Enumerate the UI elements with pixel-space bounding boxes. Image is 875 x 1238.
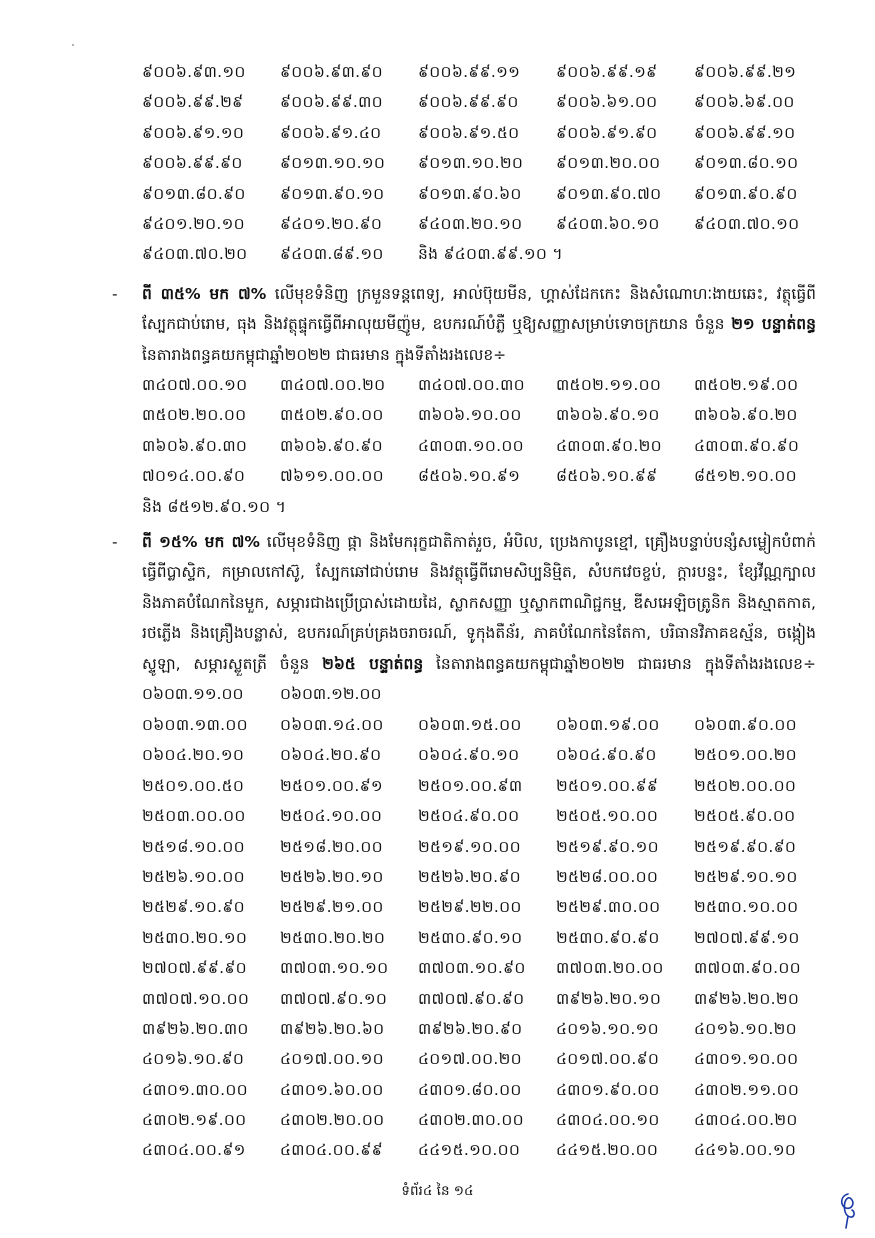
tariff-code: ២៥៣០.៩០.៩០ <box>556 928 660 947</box>
tariff-code: ៤០១៦.១០.២០ <box>694 1019 797 1038</box>
tariff-code: ៤៣០១.១០.០០ <box>694 1050 799 1069</box>
tariff-code: ២៥១៩.១០.០០ <box>418 837 521 856</box>
tariff-code: ៨៥១២.១០.០០ <box>694 467 797 486</box>
tariff-code: ២៥១៩.៩០.៩០ <box>694 837 797 856</box>
tariff-code: ៣៩២៦.២០.២០ <box>694 989 800 1008</box>
tariff-code: ២៥០៣.០០.០០ <box>142 807 246 826</box>
tariff-code: ៩០០៦.៩១.៤០ <box>280 123 382 142</box>
section-3-text-a: លើមុខទំនិញ ផ្កា និងមែករុក្ខជាតិកាត់រួច, អំបិល, ប្រេងកាបូនខ្មៅ, គ្រឿងបន្ទាប់បន្សំសម្លៀកបំពាក់ធ្វើពីប្លាស្ទិក, កម្រាលកៅស៊ូ, ស្បែកឆៅជាប់រោម និងវត្ថុធ្វើពីរោមសិប្បនិម្មិត, សំបកវេចខ្ចប់, ក្ដារបន្ទះ, ខ្សែវីណ្ណក្បាល និងភាគបំណែកនៃមួក, សម្ភារជាងប្រើប្រាស់ដោយដៃ, ស្លាកសញ្ញា ឬស្លាកពាណិជ្ជកម្ម, ឌីសអេឡិចត្រូនិក និងស្មាតកាត, រថភ្លើង និងគ្រឿងបន្លាស់, ឧបករណ៍គ្រប់គ្រងចរាចរណ៍, ទូកុងតឺន័រ, ភាគបំណែកនៃតែកា, បរិធានវិភាគឧស្ម័ន, ចង្កៀងស្ទូឡា, សម្ភារស្លួតត្រី ចំនួន <box>142 533 816 673</box>
tariff-code: ៩០០៦.៦៩.០០ <box>694 93 795 112</box>
tariff-code: ៤៤១៦.០០.១០ <box>694 1141 797 1160</box>
tariff-code: ០៦០៣.១៣.០០ <box>142 716 248 734</box>
tariff-code: ២៥១៨.២០.០០ <box>280 837 383 856</box>
tariff-code: ៤៣០២.៣០.០០ <box>418 1111 524 1130</box>
tariff-code: ៩០០៦.៩៣.៩០ <box>280 63 383 81</box>
tariff-code: ៣៦០៦.៩០.៩០ <box>280 436 383 455</box>
tariff-code: ២៥២៩.៣០.០០ <box>556 898 661 917</box>
tariff-code: ៣៦០៦.៩០.១០ <box>556 406 660 425</box>
tariff-code: ២៥៣០.២០.២០ <box>280 928 386 947</box>
tariff-code: ៩៤០៣.៨៩.១០ <box>280 245 384 264</box>
tariff-code: ៩០១៣.៨០.១០ <box>694 154 799 173</box>
tariff-code: ៣៧០៧.១០.០០ <box>142 989 250 1008</box>
tariff-code: ៩០០៦.៩៩.៩០ <box>142 154 243 173</box>
section-3-paragraph <box>142 527 816 709</box>
tariff-code: ២៥០៤.៩០.០០ <box>418 807 520 826</box>
tariff-code: ២៥០៥.៩០.០០ <box>694 807 796 826</box>
tariff-code: ៤៣០៣.១០.០០ <box>418 436 524 455</box>
tariff-code: និង ៩៤០៣.៩៩.១០ ។ <box>418 245 563 264</box>
tariff-code: ២៥១៨.១០.០០ <box>142 837 245 856</box>
rate-change-bold: ពី ១៥% មក ៧% <box>142 533 260 551</box>
tariff-code: ៩០០៦.៩១.៩០ <box>556 123 658 142</box>
closing-line: និង ៨៥១២.៩០.១០ ។ <box>142 497 287 516</box>
tariff-code: ៤៣០២.២០.០០ <box>280 1111 385 1130</box>
tariff-code: ៣៧០៧.៩០.៩០ <box>418 989 525 1008</box>
tariff-code: ៤៣០១.៨០.០០ <box>418 1080 522 1099</box>
tariff-code: ៩៤០៣.៦០.១០ <box>556 214 660 233</box>
tariff-code: ៣៩២៦.២០.១០ <box>556 989 662 1008</box>
tariff-code: ២៥២៩.១០.១០ <box>694 867 798 886</box>
tariff-code: ៤៣០១.៣០.០០ <box>142 1080 248 1099</box>
tariff-codes-block-2 <box>142 370 832 522</box>
tariff-code: ៩០១៣.១០.១០ <box>280 154 386 173</box>
tariff-code: ៩០១៣.៩០.៧០ <box>556 184 662 203</box>
section-2-paragraph <box>142 279 816 370</box>
tariff-code: ៩០០៦.៩៩.៩០ <box>418 93 519 112</box>
tariff-code: ៣៤០៧.០០.៣០ <box>418 376 525 394</box>
tariff-code: ៤០១៧.០០.២០ <box>418 1050 522 1069</box>
tariff-code: ៩០០៦.៩៩.១០ <box>694 123 796 142</box>
tariff-codes-block-1 <box>142 57 832 270</box>
tariff-code: ៩០០៦.៩៩.២១ <box>694 63 797 81</box>
tariff-code: ៤០១៦.១០.៩០ <box>142 1050 245 1069</box>
tariff-code: ២៧០៧.៩៩.៩០ <box>142 959 247 978</box>
tariff-code: ៤០១៧.០០.៩០ <box>556 1050 660 1069</box>
tariff-code: ៣៤០៧.០០.១០ <box>142 376 248 394</box>
tariff-code: ២៥២៩.២២.០០ <box>418 898 522 917</box>
tariff-code: ២៥២៨.០០.០០ <box>556 867 659 886</box>
tariff-code: ២៥០៤.១០.០០ <box>280 807 383 826</box>
bullet-section-2: - <box>112 285 118 303</box>
tariff-code: ៤៣០៣.៩០.៩០ <box>694 436 800 455</box>
tariff-code: ០៦០៣.១១.០០ <box>142 685 244 704</box>
tariff-code: ៣៥០២.២០.០០ <box>142 406 247 425</box>
tariff-line-count: ២៦៥ បន្ទាត់ពន្ធ <box>322 654 424 673</box>
tariff-code: ២៥៣០.២០.១០ <box>142 928 248 947</box>
tariff-code: ៣៦០៦.១០.០០ <box>418 406 522 425</box>
tariff-code: ៤៣០៤.០០.២០ <box>694 1111 798 1130</box>
tariff-code: ៨៥០៦.១០.៩៩ <box>556 467 658 486</box>
section-2-text-b: នៃតារាងពន្ធគយកម្ពុជាឆ្នាំ២០២២ ជាធរមាន ក្នុងទីតាំងរងលេខ÷ <box>142 345 507 364</box>
tariff-code: ៨៥០៦.១០.៩១ <box>418 467 521 486</box>
tariff-code: ២៥៣០.៩០.១០ <box>418 928 523 947</box>
tariff-code: ០៦០៤.៩០.៩០ <box>556 746 657 765</box>
tariff-code: ២៥២៦.១០.០០ <box>142 867 245 886</box>
tariff-code: ២៥០១.០០.៥០ <box>142 776 245 795</box>
tariff-code: ៩០១៣.៨០.៩០ <box>142 184 246 203</box>
tariff-code: ៤៣០៤.០០.៩១ <box>142 1141 246 1160</box>
tariff-code: ២៥០៥.១០.០០ <box>556 807 659 826</box>
tariff-code: ៣៤០៧.០០.២០ <box>280 376 386 394</box>
tariff-code: ២៥២៦.២០.៩០ <box>418 867 521 886</box>
tariff-code: ០៦០៤.៩០.១០ <box>418 746 520 765</box>
tariff-code: ៩០០៦.៩១.១០ <box>142 123 245 142</box>
tariff-code: ៤៣០១.៦០.០០ <box>280 1080 384 1099</box>
tariff-code: ៩៤០៣.៧០.២០ <box>142 245 248 264</box>
handwritten-initial-icon <box>834 1190 862 1230</box>
tariff-code: ០៦០៣.១២.០០ <box>280 685 382 704</box>
tariff-code: ៩៤០១.២០.១០ <box>142 214 245 233</box>
inline-tariff-codes <box>142 685 418 703</box>
tariff-code: ៩០១៣.៩០.១០ <box>280 184 385 203</box>
tariff-code: ៣៥០២.១១.០០ <box>556 376 662 394</box>
tariff-code: ៣៦០៦.៩០.៣០ <box>142 436 248 455</box>
rate-change-bold: ពី ៣៥% មក ៧% <box>142 285 267 303</box>
tariff-code: ៩០០៦.៩៩.២៩ <box>142 93 244 112</box>
tariff-code: ០៦០៤.២០.១០ <box>142 746 245 765</box>
tariff-code: ២៥២៦.២០.១០ <box>280 867 384 886</box>
tariff-code: ៤០១៦.១០.១០ <box>556 1019 659 1038</box>
tariff-code: ៣៧០៣.៩០.០០ <box>694 959 801 978</box>
tariff-code: ៩០១៣.៩០.៩០ <box>694 184 798 203</box>
tariff-code: ០៦០៣.១៥.០០ <box>418 716 522 734</box>
tariff-code: ៩០១៣.២០.០០ <box>556 154 661 173</box>
tariff-code: ៩៤០៣.៧០.១០ <box>694 214 800 233</box>
tariff-code: ៣៥០២.៩០.០០ <box>280 406 384 425</box>
tariff-code: ៣៧០៣.២០.០០ <box>556 959 664 978</box>
tariff-code: ៩៤០៣.២០.១០ <box>418 214 523 233</box>
tariff-code: ៤៣០៤.០០.៩៩ <box>280 1141 383 1160</box>
tariff-code: ៤៣០៣.៩០.២០ <box>556 436 662 455</box>
tariff-code: ០៦០៣.១៤.០០ <box>280 716 384 734</box>
tariff-code: ២៥០១.០០.២០ <box>694 746 797 765</box>
tariff-code: ៩០០៦.៩៩.១៩ <box>556 63 658 81</box>
section-2-text-a: លើមុខទំនិញ ក្រមួនទន្តពេទ្យ, អាល់ប៊ុយមីន, ហ្គាស់ដែកកេះ និងសំណោហៈងាយឆេះ, វត្ថុធ្វើពីស្បែកជាប់រោម, ធុង និងវត្ថុផ្ទុកធ្វើពីអាលុយមីញ៉ូម, ឧបករណ៍បំភ្លឺ ឬឱ្យសញ្ញាសម្រាប់ទោចក្រយាន ចំនួន <box>142 285 817 334</box>
tariff-code: ៤៣០២.១១.០០ <box>694 1080 800 1099</box>
tariff-code: ៩០០៦.៩១.៥០ <box>418 123 520 142</box>
tariff-code: ៩០០៦.៩៣.១០ <box>142 63 246 81</box>
tariff-code: ៩០០៦.៦១.០០ <box>556 93 658 112</box>
tariff-code: ២៥០១.០០.៩៣ <box>418 776 523 795</box>
tariff-code: ០៦០៣.១៩.០០ <box>556 716 660 734</box>
scan-speck <box>72 44 74 46</box>
page-number: ទំព័រ៤ នៃ ១៤ <box>401 1183 474 1199</box>
tariff-code: ៣៧០៣.១០.១០ <box>280 959 389 978</box>
tariff-code: ២៥២៩.១០.៩០ <box>142 898 245 917</box>
tariff-code: ២៥០១.០០.៩៩ <box>556 776 659 795</box>
tariff-code: ០៦០៣.៩០.០០ <box>694 716 797 734</box>
tariff-code: ៣៦០៦.៩០.២០ <box>694 406 798 425</box>
tariff-code: ២៥៣០.១០.០០ <box>694 898 799 917</box>
tariff-code: ៣៧០៣.១០.៩០ <box>418 959 526 978</box>
tariff-code: ៩០០៦.៩៩.៣០ <box>280 93 383 112</box>
tariff-code: ៣៩២៦.២០.៦០ <box>280 1019 385 1038</box>
tariff-code: ៤៣០២.១៩.០០ <box>142 1111 247 1130</box>
tariff-code: ៣៩២៦.២០.៣០ <box>142 1019 249 1038</box>
bullet-section-3: - <box>112 533 118 551</box>
tariff-code: ៤៣០១.៩០.០០ <box>556 1080 660 1099</box>
tariff-code: ២៥០២.០០.០០ <box>694 776 797 795</box>
section-3-text-b: នៃតារាងពន្ធគយកម្ពុជាឆ្នាំ២០២២ ជាធរមាន ក្នុងទីតាំងរងលេខ÷ <box>423 654 816 673</box>
tariff-code: ៤៤១៥.២០.០០ <box>556 1141 659 1160</box>
tariff-code: ៤០១៧.០០.១០ <box>280 1050 384 1069</box>
tariff-code: ២៥១៩.៩០.១០ <box>556 837 659 856</box>
tariff-code: ២៥០១.០០.៩១ <box>280 776 383 795</box>
tariff-code: ៩០១៣.៩០.៦០ <box>418 184 522 203</box>
tariff-code: ៧០១៤.០០.៩០ <box>142 467 246 486</box>
tariff-code: ៩០១៣.១០.២០ <box>418 154 524 173</box>
tariff-code: ០៦០៤.២០.៩០ <box>280 746 382 765</box>
tariff-code: ៣៩២៦.២០.៩០ <box>418 1019 523 1038</box>
tariff-code: ៤៣០៤.០០.១០ <box>556 1111 660 1130</box>
tariff-code: ២៧០៧.៩៩.១០ <box>694 928 800 947</box>
tariff-code: ៩០០៦.៩៩.១១ <box>418 63 521 81</box>
tariff-line-count: ២១ បន្ទាត់ពន្ធ <box>731 315 816 334</box>
tariff-code: ៩៤០១.២០.៩០ <box>280 214 383 233</box>
tariff-code: ៧៦១១.០០.០០ <box>280 467 384 486</box>
tariff-code: ៤៤១៥.១០.០០ <box>418 1141 521 1160</box>
tariff-codes-block-3 <box>142 710 832 1166</box>
tariff-code: ២៥២៩.២១.០០ <box>280 898 384 917</box>
tariff-code: ៣៥០២.១៩.០០ <box>694 376 799 394</box>
tariff-code: ៣៧០៧.៩០.១០ <box>280 989 388 1008</box>
